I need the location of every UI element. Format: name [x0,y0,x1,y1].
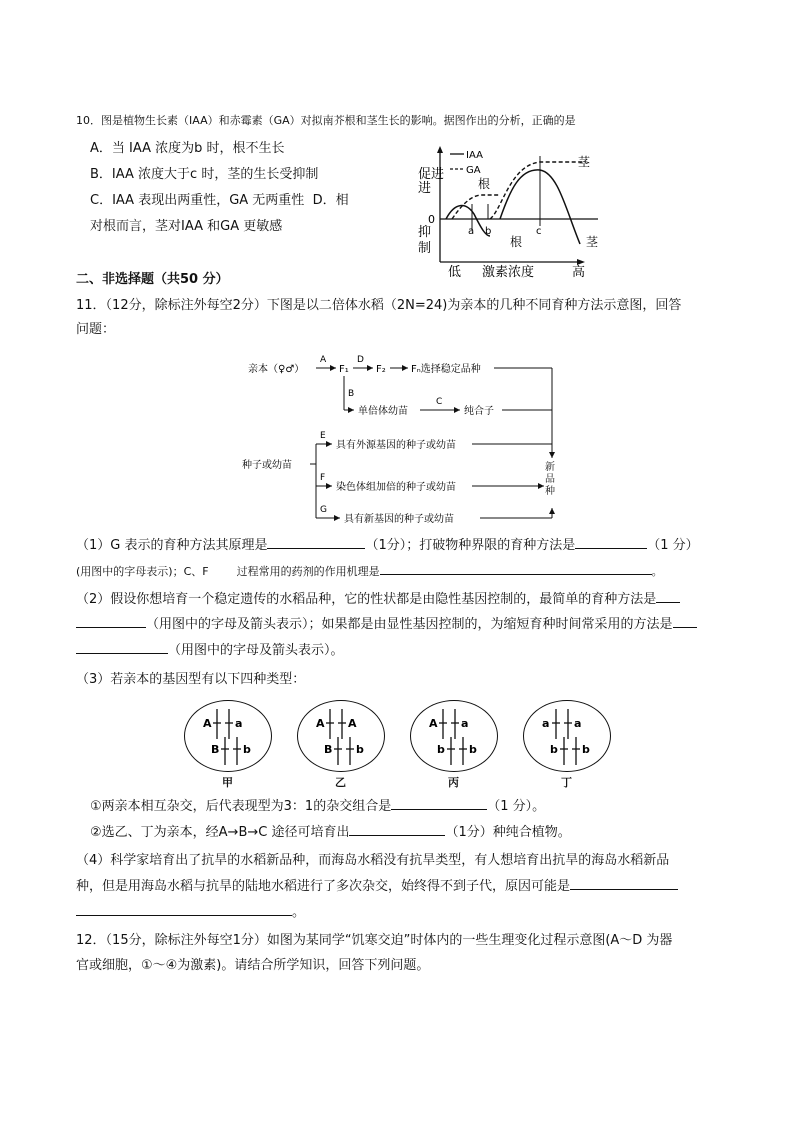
q11-part1-line1: （1）G 表示的育种方法其原理是 （1分）；打破物种界限的育种方法是 （1 分） [76,538,699,553]
allele-label: a [574,717,582,730]
flow-e-box: 具有外源基因的种子或幼苗 [336,440,456,451]
y-label-zero: 0 [428,213,435,226]
tick-c: c [536,226,542,237]
answer-blank-4a[interactable] [656,590,680,603]
label-root-iaa: 根 [510,235,523,249]
genotype-cell [184,700,272,772]
answer-blank-2[interactable] [575,536,647,549]
q10-stem: 10．图是植物生长素（IAA）和赤霉素（GA）对拟南芥根和茎生长的影响。据图作出的分析，正确的是 [76,114,576,127]
breeding-flow-diagram [240,348,570,528]
allele-label: a [542,717,550,730]
allele-label: A [203,717,212,730]
answer-blank-4b[interactable] [76,615,146,628]
allele-label: b [550,743,558,756]
label-root-ga: 根 [478,177,491,191]
q11-part4-line1: （4）科学家培育出了抗旱的水稻新品种，而海岛水稻没有抗旱类型，有人想培育出抗旱的海岛水稻新品 [76,853,670,868]
y-label-inhibit2: 制 [418,241,432,256]
tick-a: a [468,226,475,237]
q10-option-b: B．IAA 浓度大于c 时，茎的生长受抑制 [90,167,319,182]
answer-blank-3[interactable] [380,562,652,575]
y-axis-arrow [437,146,443,153]
q11-part4-line3: 。 [76,901,305,920]
q11-part2-line1: （2）假设你想培育一个稳定遗传的水稻品种，它的性状都是由隐性基因控制的，最简单的育种方法是 [76,588,680,607]
genotype-cell [297,700,385,772]
genotype-cell-name: 乙 [335,776,346,789]
label-stem-iaa: 茎 [586,235,599,249]
x-label-low: 低 [448,265,462,280]
flow-label-d: D [357,355,364,365]
allele-label: b [469,743,477,756]
allele-label: b [243,743,251,756]
allele-label: b [582,743,590,756]
flow-new-variety-label: 新品种 [545,462,555,497]
q11-stem-line2: 问题： [76,322,116,337]
allele-label: B [324,743,333,756]
chromosome-drawing [298,701,384,771]
answer-blank-8a[interactable] [570,877,678,890]
answer-blank-7[interactable] [349,823,445,836]
flow-label-f: F [320,473,326,483]
allele-label: b [437,743,445,756]
flow-label-g: G [320,505,327,515]
answer-blank-6[interactable] [391,797,487,810]
allele-label: a [461,717,469,730]
chromosome-drawing [524,701,610,771]
genotype-cell-name: 甲 [222,776,233,789]
q11-part2-line3: （用图中的字母及箭头表示）。 [76,639,344,658]
chromosome-drawing [411,701,497,771]
q11-part4-line2: 种，但是用海岛水稻与抗旱的陆地水稻进行了多次杂交，始终得不到子代，原因可能是 [76,875,678,894]
flow-label-a: A [320,355,327,365]
allele-label: A [348,717,357,730]
flow-fn: Fₙ选择稳定品种 [411,364,481,375]
q11-part3-q1: ①两亲本相互杂交，后代表现型为3：1的杂交组合是 （1 分）。 [90,799,546,814]
q10-option-a: A．当 IAA 浓度为b 时，根不生长 [90,141,285,156]
flow-label-e: E [320,431,326,441]
y-label-promote2: 进 [418,181,432,196]
flow-label-b: B [348,389,355,399]
q10-option-c: C．IAA 表现出两重性，GA 无两重性 D．相 [90,193,349,208]
flow-parent: 亲本（♀♂） [248,364,305,375]
flow-haploid: 单倍体幼苗 [358,406,408,417]
q12-stem-line1: 12．（15分，除标注外每空1分）如图为某同学“饥寒交迫”时体内的一些生理变化过程示意图(A～D 为器 [76,933,673,948]
flow-f2: F₂ [376,364,386,375]
genotype-cell [523,700,611,772]
y-label-inhibit1: 抑 [418,225,432,240]
answer-blank-1[interactable] [267,536,365,549]
allele-label: A [429,717,438,730]
q11-part3-intro: （3）若亲本的基因型有以下四种类型： [76,672,306,687]
answer-blank-5a[interactable] [673,615,697,628]
flow-f1: F₁ [339,364,349,375]
flow-f-box: 染色体组加倍的种子或幼苗 [336,482,456,493]
flow-g-box: 具有新基因的种子或幼苗 [344,514,454,525]
q10-option-d-cont: 对根而言，茎对IAA 和GA 更敏感 [90,219,283,234]
tick-b: b [485,226,492,237]
q11-stem-line1: 11．（12分，除标注外每空2分）下图是以二倍体水稻（2N=24)为亲本的几种不同育种方法示意图，回答 [76,298,682,313]
label-stem-ga: 茎 [578,155,591,169]
x-label-high: 高 [572,265,586,280]
legend-ga: GA [466,165,481,176]
hormone-graph [410,140,610,280]
q11-part1-line2: (用图中的字母表示)；C、F 过程常用的药剂的作用机理是 。 [76,562,663,579]
allele-label: B [211,743,220,756]
genotype-cell-name: 丁 [561,776,572,789]
genotype-cell-name: 丙 [448,776,459,789]
x-label: 激素浓度 [482,265,535,280]
y-label-promote: 促进 [418,167,445,182]
flow-seed: 种子或幼苗 [242,460,292,471]
genotype-cell [410,700,498,772]
allele-label: A [316,717,325,730]
ga-root-curve [452,195,500,219]
flow-pure: 纯合子 [464,406,494,417]
q12-stem-line2: 官或细胞，①～④为激素)。请结合所学知识，回答下列问题。 [76,958,430,973]
q10-option-d: D．相 [312,193,349,208]
chromosome-drawing [185,701,271,771]
q11-part3-q2: ②选乙、丁为亲本，经A→B→C 途径可培育出 （1分）种纯合植物。 [90,825,571,840]
legend-iaa: IAA [466,150,483,161]
answer-blank-8b[interactable] [76,903,292,916]
section-title: 二、非选择题（共50 分） [76,272,229,287]
allele-label: a [235,717,243,730]
allele-label: b [356,743,364,756]
answer-blank-5b[interactable] [76,641,168,654]
flow-label-c: C [436,397,443,407]
q11-part2-line2: （用图中的字母及箭头表示）；如果都是由显性基因控制的，为缩短育种时间常采用的方法是 [76,613,697,632]
